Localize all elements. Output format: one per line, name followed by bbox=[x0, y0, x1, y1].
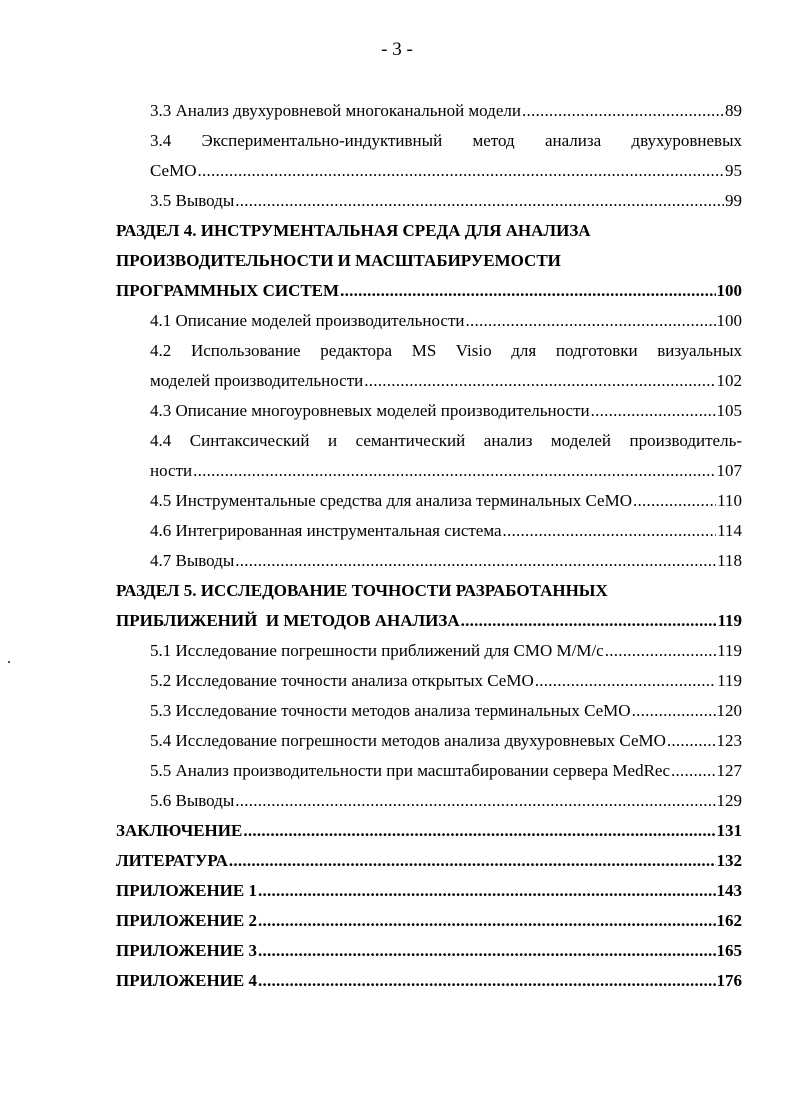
toc-entry-title: ПРИЛОЖЕНИЕ 1 bbox=[116, 881, 257, 900]
toc-entry-title: 5.3 Исследование точности методов анализа терминальных СеМО bbox=[150, 701, 631, 720]
toc-entry-title: 3.3 Анализ двухуровневой многоканальной модели bbox=[150, 101, 521, 120]
toc-entry-5-6 bbox=[116, 786, 742, 816]
toc-entry-title: 5.5 Анализ производительности при масштабировании сервера MedRec bbox=[150, 761, 670, 780]
toc-entry-page: 105 bbox=[716, 401, 742, 420]
toc-entry-3-4 bbox=[116, 126, 742, 186]
toc-entry-page: 162 bbox=[716, 911, 742, 930]
leader-dots bbox=[258, 906, 716, 936]
toc-entry-title: 4.6 Интегрированная инструментальная система bbox=[150, 521, 502, 540]
toc-entry-title: 3.5 Выводы bbox=[150, 191, 235, 210]
leader-dots bbox=[503, 516, 717, 546]
toc-entry-4-7 bbox=[116, 546, 742, 576]
toc-entry-page: 119 bbox=[717, 641, 742, 660]
toc-entry-title-line2: моделей производительности bbox=[150, 371, 364, 390]
toc-entry-4-6 bbox=[116, 516, 742, 546]
toc-entry-title: ПРИЛОЖЕНИЕ 3 bbox=[116, 941, 257, 960]
toc-entry-page: 143 bbox=[716, 881, 742, 900]
toc-entry-5-3 bbox=[116, 696, 742, 726]
toc-appendix-2 bbox=[116, 906, 742, 936]
toc-entry-4-1 bbox=[116, 306, 742, 336]
toc-entry-4-5 bbox=[116, 486, 742, 516]
leader-dots bbox=[243, 816, 715, 846]
toc-entry-page: 110 bbox=[717, 491, 742, 510]
toc-entry-title: 4.3 Описание многоуровневых моделей производительности bbox=[150, 401, 590, 420]
toc-entry-page: 114 bbox=[717, 521, 742, 540]
table-of-contents bbox=[116, 96, 742, 996]
toc-appendix-3 bbox=[116, 936, 742, 966]
toc-entry-page: 165 bbox=[716, 941, 742, 960]
toc-entry-title: 4.1 Описание моделей производительности bbox=[150, 311, 465, 330]
toc-entry-3-5 bbox=[116, 186, 742, 216]
toc-entry-title: ПРИЛОЖЕНИЕ 4 bbox=[116, 971, 257, 990]
leader-dots bbox=[633, 486, 716, 516]
leader-dots bbox=[535, 666, 716, 696]
toc-entry-page: 95 bbox=[725, 161, 742, 180]
toc-conclusion bbox=[116, 816, 742, 846]
toc-entry-title-line1: 3.4 Экспериментально-индуктивный метод анализа двухуровневых bbox=[150, 131, 742, 150]
toc-entry-page: 107 bbox=[716, 461, 742, 480]
leader-dots bbox=[193, 456, 715, 486]
toc-entry-title: 5.4 Исследование погрешности методов анализа двухуровневых СеМО bbox=[150, 731, 666, 750]
toc-entry-title: ПРИЛОЖЕНИЕ 2 bbox=[116, 911, 257, 930]
toc-entry-title-line2: ности bbox=[150, 461, 193, 480]
toc-entry-title-line1: 4.2 Использование редактора MS Visio для подготовки визуальных bbox=[150, 341, 742, 360]
leader-dots bbox=[522, 96, 724, 126]
leader-dots bbox=[340, 276, 715, 306]
toc-entry-page: 129 bbox=[716, 791, 742, 810]
toc-section-5 bbox=[116, 576, 742, 636]
leader-dots bbox=[667, 726, 716, 756]
leader-dots bbox=[229, 846, 716, 876]
toc-entry-3-3 bbox=[116, 96, 742, 126]
leader-dots bbox=[364, 366, 715, 396]
toc-entry-5-2 bbox=[116, 666, 742, 696]
toc-entry-page: 99 bbox=[725, 191, 742, 210]
toc-section-4 bbox=[116, 216, 742, 306]
toc-entry-5-1 bbox=[116, 636, 742, 666]
toc-section-title-line1: РАЗДЕЛ 4. ИНСТРУМЕНТАЛЬНАЯ СРЕДА ДЛЯ АНАЛИЗА bbox=[116, 221, 591, 240]
toc-section-title-line1: РАЗДЕЛ 5. ИССЛЕДОВАНИЕ ТОЧНОСТИ РАЗРАБОТАННЫХ bbox=[116, 581, 608, 600]
toc-appendix-4 bbox=[116, 966, 742, 996]
leader-dots bbox=[197, 156, 724, 186]
leader-dots bbox=[591, 396, 716, 426]
toc-entry-5-4 bbox=[116, 726, 742, 756]
toc-section-title-line2: ПРОИЗВОДИТЕЛЬНОСТИ И МАСШТАБИРУЕМОСТИ bbox=[116, 251, 561, 270]
toc-literature bbox=[116, 846, 742, 876]
toc-entry-5-5 bbox=[116, 756, 742, 786]
leader-dots bbox=[632, 696, 716, 726]
toc-entry-page: 127 bbox=[716, 761, 742, 780]
leader-dots bbox=[235, 186, 724, 216]
toc-section-title-line3: ПРОГРАММНЫХ СИСТЕМ bbox=[116, 281, 340, 300]
leader-dots bbox=[258, 966, 716, 996]
toc-entry-page: 100 bbox=[716, 311, 742, 330]
toc-entry-page: 102 bbox=[716, 371, 742, 390]
toc-entry-page: 119 bbox=[717, 671, 742, 690]
leader-dots bbox=[235, 786, 715, 816]
leader-dots bbox=[671, 756, 716, 786]
toc-entry-page: 132 bbox=[716, 851, 742, 870]
scan-artifact-dot bbox=[8, 661, 10, 663]
leader-dots bbox=[258, 876, 716, 906]
toc-entry-page: 119 bbox=[717, 611, 742, 630]
toc-entry-title: 5.6 Выводы bbox=[150, 791, 235, 810]
toc-entry-page: 131 bbox=[716, 821, 742, 840]
leader-dots bbox=[235, 546, 716, 576]
toc-section-title-line2: ПРИБЛИЖЕНИЙ И МЕТОДОВ АНАЛИЗА bbox=[116, 611, 460, 630]
toc-entry-4-3 bbox=[116, 396, 742, 426]
page-number: - 3 - bbox=[381, 39, 413, 60]
toc-entry-title: 4.7 Выводы bbox=[150, 551, 235, 570]
toc-entry-page: 118 bbox=[717, 551, 742, 570]
toc-entry-page: 100 bbox=[716, 281, 742, 300]
toc-entry-title-line2: СеМО bbox=[150, 161, 197, 180]
leader-dots bbox=[258, 936, 716, 966]
toc-entry-page: 120 bbox=[716, 701, 742, 720]
toc-entry-title: 5.1 Исследование погрешности приближений для СМО М/М/с bbox=[150, 641, 604, 660]
toc-entry-4-2 bbox=[116, 336, 742, 396]
leader-dots bbox=[605, 636, 716, 666]
toc-entry-title: ЗАКЛЮЧЕНИЕ bbox=[116, 821, 243, 840]
toc-entry-title: ЛИТЕРАТУРА bbox=[116, 851, 228, 870]
toc-entry-title-line1: 4.4 Синтаксический и семантический анализ моделей производитель- bbox=[150, 431, 742, 450]
toc-entry-page: 89 bbox=[725, 101, 742, 120]
toc-entry-4-4 bbox=[116, 426, 742, 486]
leader-dots bbox=[461, 606, 717, 636]
toc-entry-title: 4.5 Инструментальные средства для анализа терминальных СеМО bbox=[150, 491, 632, 510]
toc-entry-page: 176 bbox=[716, 971, 742, 990]
toc-entry-page: 123 bbox=[716, 731, 742, 750]
toc-appendix-1 bbox=[116, 876, 742, 906]
toc-entry-title: 5.2 Исследование точности анализа открытых СеМО bbox=[150, 671, 534, 690]
leader-dots bbox=[465, 306, 715, 336]
